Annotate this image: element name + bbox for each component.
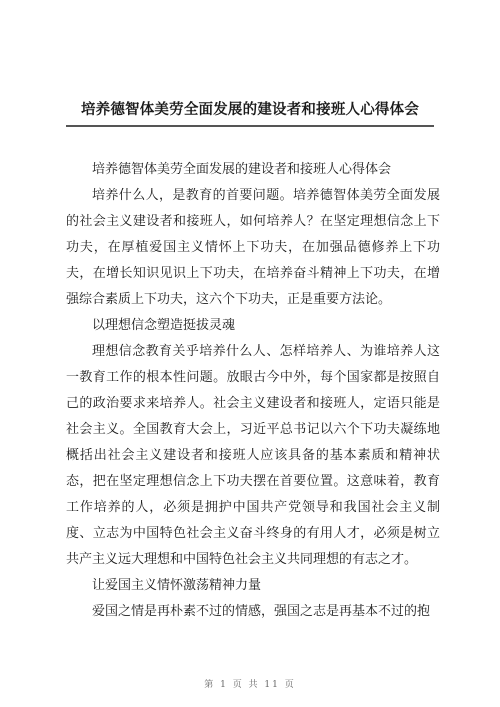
section-heading: 让爱国主义情怀激荡精神力量: [92, 578, 262, 593]
section-heading: 以理想信念塑造挺拔灵魂: [92, 318, 236, 333]
body-paragraph: 培养什么人，是教育的首要问题。培养德智体美劳全面发展的社会主义建设者和接班人，如何培养人？在坚定理想信念上下功夫，在厚植爱国主义情怀上下功夫，在加强品德修养上下功夫，在增长知识见识上下功夫，在培养奋斗精神上下功夫，在增强综合素质上下功夫，这六个下功夫，正是重要方法论。: [66, 188, 440, 307]
document-title: 培养德智体美劳全面发展的建设者和接班人心得体会: [80, 101, 420, 118]
page-number: 第 1 页 共 11 页: [204, 680, 296, 690]
document-body: [66, 157, 440, 625]
body-heading: 培养德智体美劳全面发展的建设者和接班人心得体会: [92, 162, 392, 177]
body-paragraph: 理想信念教育关乎培养什么人、怎样培养人、为谁培养人这一教育工作的根本性问题。放眼古今中外，每个国家都是按照自己的政治要求来培养人。社会主义建设者和接班人，定语只能是社会主义。全国教育大会上，习近平总书记以六个下功夫凝练地概括出社会主义建设者和接班人应该具备的基本素质和精神状态，把在坚定理想信念上下功夫摆在首要位置。这意味着，教育工作培养的人，必须是拥护中国共产党领导和我国社会主义制度、立志为中国特色社会主义奋斗终身的有用人才，必须是树立共产主义远大理想和中国特色社会主义共同理想的有志之才。: [66, 344, 440, 567]
body-paragraph: 爱国之情是再朴素不过的情感，强国之志是再基本不过的抱: [92, 604, 431, 619]
title-divider: [66, 125, 434, 127]
